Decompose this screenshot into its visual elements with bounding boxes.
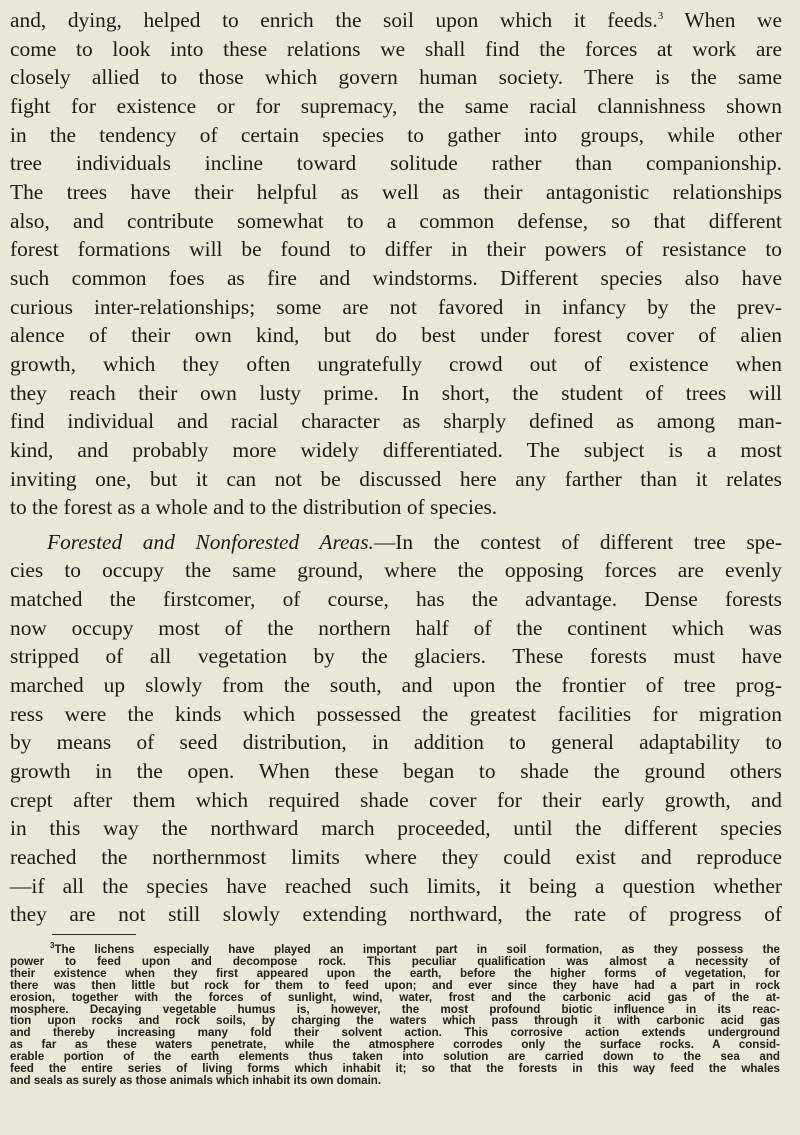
text-line: and, dying, helped to enrich the soil upon which it feeds.$^3$ When we xyxy=(10,8,782,32)
text-line: crept after them which required shade cover for their early growth, and xyxy=(10,787,782,812)
text-line: now occupy most of the northern half of the continent which was xyxy=(10,615,782,640)
text-line: tree individuals incline toward solitude rather than companionship. xyxy=(10,151,782,176)
text-line: such common foes as fire and windstorms. Different species also have xyxy=(10,265,782,290)
paragraph-2 xyxy=(10,528,782,929)
footnote-line: $^3$The lichens especially have played an important part in soil formation, as they possess the xyxy=(50,941,780,956)
text-line: matched the firstcomer, of course, has the advantage. Dense forests xyxy=(10,587,782,612)
footnote-marker: 3 xyxy=(50,941,55,951)
section-heading: Forested and Nonforested Areas. xyxy=(47,529,374,554)
text-line: to the forest as a whole and to the distribution of species. xyxy=(10,495,498,520)
footnote xyxy=(10,941,780,1087)
text-line: Forested and Nonforested Areas.—In the contest of different tree spe- xyxy=(47,529,782,554)
text-line: inviting one, but it can not be discussed here any farther than it relates xyxy=(10,466,782,491)
text-line: reached the northernmost limits where they could exist and reproduce xyxy=(10,845,782,870)
text-line: marched up slowly from the south, and upon the frontier of tree prog- xyxy=(10,673,782,698)
text-line: come to look into these relations we shall find the forces at work are xyxy=(10,36,782,61)
text-line: The trees have their helpful as well as their antagonistic relationships xyxy=(10,179,782,204)
footnote-line: and seals as surely as those animals which inhabit its own domain. xyxy=(10,1073,382,1087)
text-line: cies to occupy the same ground, where the opposing forces are evenly xyxy=(10,558,782,583)
text-line: also, and contribute somewhat to a common defense, so that different xyxy=(10,208,782,233)
text-line: kind, and probably more widely differentiated. The subject is a most xyxy=(10,437,782,462)
footnote-line: and thereby increasing many fold their solvent action. This corrosive action extends underground xyxy=(10,1026,780,1040)
text-line: alence of their own kind, but do best under forest cover of alien xyxy=(10,323,782,348)
footnote-line: tion upon rocks and rock soils, by charging the waters which pass through it with carbonic acid gas xyxy=(10,1014,780,1028)
footnote-reference: 3 xyxy=(657,9,664,22)
footnote-line: there was then little but rock for them to feed upon; and ever since they have had a part in rock xyxy=(10,978,780,992)
footnote-line: their existence when they first appeared upon the earth, before the higher forms of vegetation, for xyxy=(10,966,780,980)
text-line: find individual and racial character as sharply defined as among man- xyxy=(10,409,782,434)
text-line: fight for existence or for supremacy, the same racial clannishness shown xyxy=(10,93,782,118)
main-text xyxy=(10,6,782,929)
footnote-line: as far as these waters penetrate, while the atmosphere corrodes only the surface rocks. A consid- xyxy=(10,1038,780,1052)
paragraph-1-lines xyxy=(10,35,782,522)
text-line: forest formations will be found to differ in their powers of resistance to xyxy=(10,237,782,262)
text-line: in this way the northward march proceeded, until the different species xyxy=(10,816,782,841)
text-line: growth in the open. When these began to shade the ground others xyxy=(10,759,782,784)
text-line: ress were the kinds which possessed the greatest facilities for migration xyxy=(10,701,782,726)
text-line: in the tendency of certain species to gather into groups, while other xyxy=(10,122,782,147)
text-line: growth, which they often ungratefully crowd out of existence when xyxy=(10,351,782,376)
text-line: curious inter-relationships; some are not favored in infancy by the prev- xyxy=(10,294,782,319)
paragraph-1 xyxy=(10,6,782,522)
footnote-line: erable portion of the earth elements thus taken into solution are carried down to the sea and xyxy=(10,1050,780,1064)
footnote-line: erosion, together with the forces of sunlight, wind, water, frost and the carbonic acid gas of the at- xyxy=(10,990,780,1004)
paragraph-2-lines xyxy=(10,556,782,929)
footnote-lines xyxy=(10,941,780,1087)
footnote-divider xyxy=(52,934,136,935)
text-line: closely allied to those which govern human society. There is the same xyxy=(10,65,782,90)
text-line: they reach their own lusty prime. In short, the student of trees will xyxy=(10,380,782,405)
text-line: stripped of all vegetation by the glaciers. These forests must have xyxy=(10,644,782,669)
text-line: —if all the species have reached such limits, it being a question whether xyxy=(10,873,782,898)
text-line: they are not still slowly extending northward, the rate of progress of xyxy=(10,902,782,927)
text-line: by means of seed distribution, in addition to general adaptability to xyxy=(10,730,782,755)
footnote-line: feed the entire series of living forms which inhabit it; so that the forests in this way feed the whales xyxy=(10,1062,780,1076)
footnote-line: power to feed upon and decompose rock. This peculiar qualification was almost a necessity of xyxy=(10,954,780,968)
footnote-line: mosphere. Decaying vegetable humus is, however, the most profound biotic influence in its reac- xyxy=(10,1002,780,1016)
